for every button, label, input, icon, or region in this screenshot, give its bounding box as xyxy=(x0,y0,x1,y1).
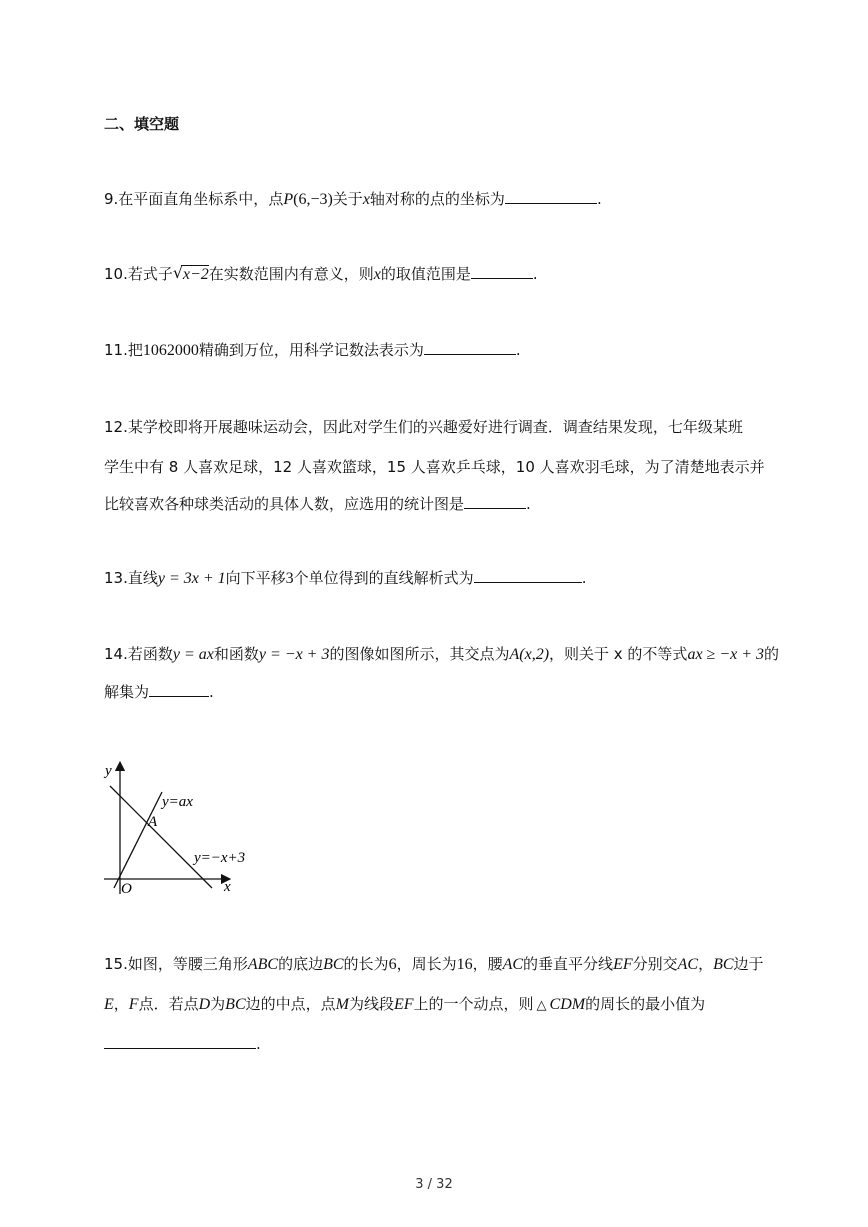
function-graph-figure xyxy=(100,758,260,898)
q15-bc2: BC xyxy=(713,956,734,973)
question-15-line-3 xyxy=(104,1034,261,1054)
q15-text-g: ， xyxy=(698,955,714,973)
q14-inequality: ax ≥ −x + 3 xyxy=(687,646,765,663)
q13-end: . xyxy=(581,569,587,587)
q14-point-a: A(x,2) xyxy=(509,646,550,663)
question-10 xyxy=(104,264,538,285)
answer-blank[interactable] xyxy=(149,682,209,697)
graph-svg xyxy=(100,758,260,898)
q15-text-l2d: 边的中点，点 xyxy=(245,995,336,1013)
q15-end: . xyxy=(256,1035,261,1053)
q12-text: 比较喜欢各种球类活动的具体人数，应选用的统计图是 xyxy=(104,495,465,513)
q14-text-mid: 的图像如图所示，其交点为 xyxy=(329,645,510,663)
q15-m: M xyxy=(335,996,349,1013)
q13-text-mid: 向下平移 xyxy=(225,569,286,587)
question-9 xyxy=(104,189,602,210)
q14-text-and: 和函数 xyxy=(213,645,259,663)
line-y-neg-x-plus-3 xyxy=(110,786,212,888)
q13-equation: y = 3x + 1 xyxy=(157,570,226,587)
q10-text-post: 的取值范围是 xyxy=(380,265,471,283)
triangle-icon: △ xyxy=(536,998,547,1013)
radical-sign-icon: √ xyxy=(172,263,184,282)
q9-coords: (6,−3) xyxy=(293,191,333,208)
sqrt-expression xyxy=(173,265,209,285)
q15-text-d: ，腰 xyxy=(472,955,503,973)
section-title: 二、填空题 xyxy=(104,115,180,133)
q15-text-e: 的垂直平分线 xyxy=(523,955,614,973)
question-15-line-1 xyxy=(104,954,764,975)
q15-text-l2c: 为 xyxy=(210,995,226,1013)
q15-cdm: CDM xyxy=(549,996,586,1013)
line2-label: y=−x+3 xyxy=(194,850,246,866)
q11-number: 1062000 xyxy=(142,342,199,359)
q15-d: D xyxy=(198,996,211,1013)
q10-text-mid: 在实数范围内有意义，则 xyxy=(208,265,374,283)
line1-label: y=ax xyxy=(162,794,193,810)
q15-text-b: 的长为 xyxy=(343,955,389,973)
q13-units: 3 xyxy=(285,570,294,587)
q10-radicand: x−2 xyxy=(182,266,209,283)
q15-perimeter: 16 xyxy=(456,956,473,973)
q15-text-a: 的底边 xyxy=(278,955,324,973)
q14-text-line2: 解集为 xyxy=(104,683,150,701)
answer-blank[interactable] xyxy=(505,189,597,204)
line-y-ax xyxy=(114,792,162,888)
q9-text-post: 轴对称的点的坐标为 xyxy=(369,190,505,208)
q15-l2-ef: EF xyxy=(393,996,414,1013)
question-12-line-2: 学生中有 8 人喜欢足球，12 人喜欢篮球，15 人喜欢乒乓球，10 人喜欢羽毛球，为了清楚地表示并 xyxy=(104,458,765,476)
q12-end: . xyxy=(526,495,531,513)
q11-text-post: 精确到万位，用科学记数法表示为 xyxy=(198,341,424,359)
q15-ac: AC xyxy=(502,956,524,973)
q10-var: x xyxy=(373,266,381,283)
q14-text-post: 的 xyxy=(764,645,780,663)
q15-text-l2g: 的周长的最小值为 xyxy=(585,995,706,1013)
q11-end: . xyxy=(515,341,521,359)
q15-ac2: AC xyxy=(677,956,699,973)
question-14-line-1 xyxy=(104,644,779,665)
answer-blank[interactable] xyxy=(474,568,582,583)
answer-blank[interactable] xyxy=(104,1034,256,1049)
q9-text-mid: 关于 xyxy=(332,190,363,208)
q15-f: F xyxy=(128,996,139,1013)
q15-text: 15.如图，等腰三角形 xyxy=(104,955,248,973)
question-15-line-2 xyxy=(104,994,705,1016)
answer-blank[interactable] xyxy=(471,264,533,279)
question-13 xyxy=(104,568,586,589)
answer-blank[interactable] xyxy=(424,340,516,355)
q15-text-l2a: ， xyxy=(113,995,129,1013)
q15-e: E xyxy=(104,996,114,1013)
q15-ef: EF xyxy=(613,956,633,973)
page-number: 3 / 32 xyxy=(415,1177,453,1192)
q14-function-2: y = −x + 3 xyxy=(258,646,330,663)
q11-text: 11.把 xyxy=(104,341,143,359)
q10-text: 10.若式子 xyxy=(104,265,173,283)
q15-text-c: ，周长为 xyxy=(396,955,457,973)
q9-text: 9.在平面直角坐标系中，点 xyxy=(104,190,284,208)
q15-base-length: 6 xyxy=(388,956,397,973)
q13-text-post: 个单位得到的直线解析式为 xyxy=(293,569,474,587)
origin-label: O xyxy=(121,881,132,897)
q15-text-l2b: 点．若点 xyxy=(138,995,199,1013)
point-a-label: A xyxy=(148,814,158,830)
question-11 xyxy=(104,340,521,361)
q9-axis: x xyxy=(362,191,370,208)
q13-text: 13.直线 xyxy=(104,569,158,587)
q15-text-l2f: 上的一个动点，则 xyxy=(413,995,534,1013)
q14-text-mid2: ，则关于 x 的不等式 xyxy=(549,645,688,663)
q15-text-l2e: 为线段 xyxy=(348,995,394,1013)
question-12-line-3 xyxy=(104,494,531,514)
q15-triangle: ABC xyxy=(247,956,279,973)
q15-text-h: 边于 xyxy=(733,955,764,973)
q14-text: 14.若函数 xyxy=(104,645,173,663)
q15-text-f: 分别交 xyxy=(632,955,678,973)
y-axis-label: y xyxy=(105,763,112,779)
q9-point: P xyxy=(283,191,294,208)
q15-l2-bc: BC xyxy=(225,996,246,1013)
question-14-line-2 xyxy=(104,682,214,702)
q14-end: . xyxy=(209,683,214,701)
q14-function-1: y = ax xyxy=(172,646,214,663)
question-12-line-1: 12.某学校即将开展趣味运动会，因此对学生们的兴趣爱好进行调查．调查结果发现，七年级某班 xyxy=(104,418,743,436)
q15-bc: BC xyxy=(323,956,344,973)
x-axis-label: x xyxy=(224,879,231,895)
q9-end: . xyxy=(596,190,602,208)
answer-blank[interactable] xyxy=(464,494,526,509)
q10-end: . xyxy=(532,265,538,283)
